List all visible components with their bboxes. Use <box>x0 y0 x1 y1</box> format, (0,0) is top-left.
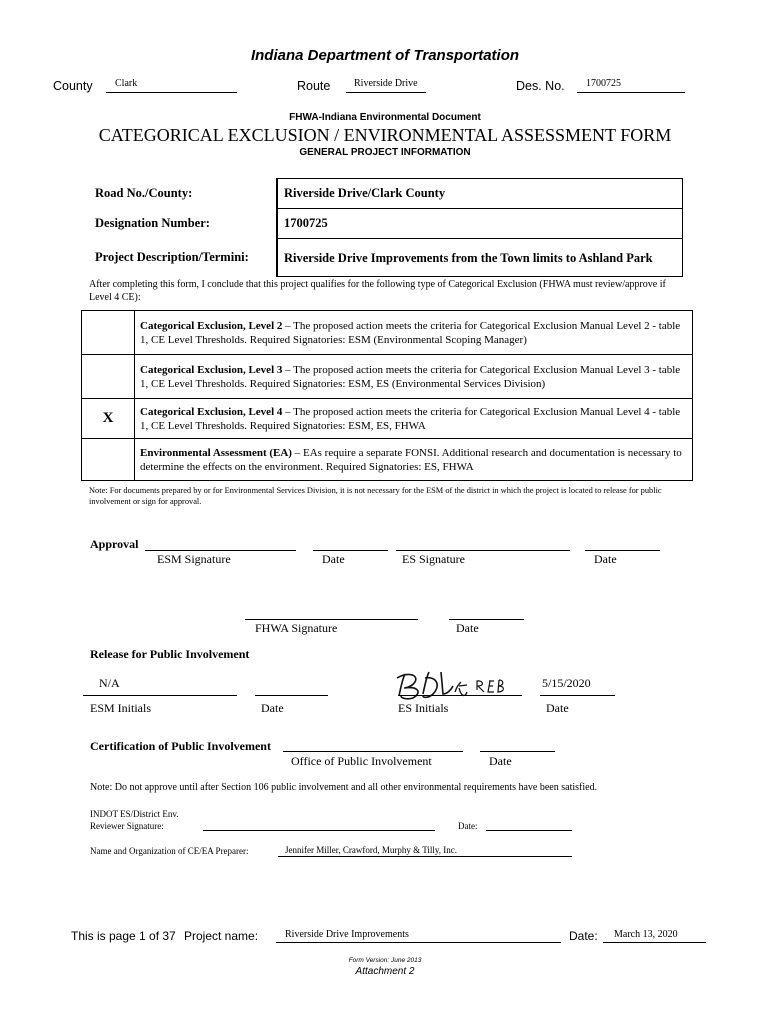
esm-signature-label: ESM Signature <box>157 552 231 566</box>
approval-label: Approval <box>90 537 139 551</box>
project-name-label: Project name: <box>184 929 259 943</box>
ce-level-3-checkbox[interactable] <box>82 355 135 399</box>
office-public-involvement-line[interactable] <box>283 751 463 752</box>
esm-initials-value: N/A <box>99 676 120 690</box>
reviewer-signature-line[interactable] <box>203 830 435 831</box>
road-county-value[interactable]: Riverside Drive/Clark County <box>277 179 683 209</box>
footer-date-label: Date: <box>569 929 598 943</box>
office-public-involvement-label: Office of Public Involvement <box>291 754 432 768</box>
agency-title: Indiana Department of Transportation <box>250 47 520 64</box>
intro-text: After completing this form, I conclude that this project qualifies for the following type of Categorical Exclusion (FHWA must review/approve if Level 4 CE): <box>89 279 666 303</box>
release-date-1-line[interactable] <box>255 695 328 696</box>
project-info-table <box>89 178 683 277</box>
document-type: FHWA-Indiana Environmental Document <box>289 112 481 123</box>
footer-date-line[interactable] <box>603 942 706 943</box>
footer-date-value: March 13, 2020 <box>614 929 678 940</box>
release-date-1-label: Date <box>261 701 284 715</box>
ea-option: Environmental Assessment (EA) – EAs require a separate FONSI. Additional research and documentation is necessary to determine the effects on the environment. Required Signatories: ES, FHWA <box>135 439 693 481</box>
preparer-label: Name and Organization of CE/EA Preparer: <box>90 846 249 856</box>
des-no-field[interactable] <box>577 92 685 93</box>
release-date-2-line[interactable] <box>540 695 615 696</box>
approval-date-2-label: Date <box>594 552 617 566</box>
county-value: Clark <box>115 78 138 89</box>
project-description-label: Project Description/Termini: <box>95 250 249 264</box>
approval-date-1-line[interactable] <box>313 550 388 551</box>
page-info: This is page 1 of 37 <box>71 929 176 943</box>
ea-checkbox[interactable] <box>82 439 135 481</box>
ce-level-4-checkbox[interactable]: X <box>82 399 135 439</box>
approval-date-1-label: Date <box>322 552 345 566</box>
ce-level-2-option: Categorical Exclusion, Level 2 – The proposed action meets the criteria for Categorical Exclusion Manual Level 2 - table 1, CE Level Thresholds. Required Signatories: ESM (Environmental Scoping Manager) <box>135 311 693 355</box>
route-value: Riverside Drive <box>354 78 418 89</box>
release-label: Release for Public Involvement <box>90 647 250 661</box>
certification-date-label: Date <box>489 754 512 768</box>
project-name-line[interactable] <box>276 942 561 943</box>
certification-label: Certification of Public Involvement <box>90 739 271 753</box>
form-title: CATEGORICAL EXCLUSION / ENVIRONMENTAL ASSESSMENT FORM <box>98 125 672 145</box>
es-initials-signature <box>393 668 523 704</box>
fhwa-signature-label: FHWA Signature <box>255 621 338 635</box>
es-signature-label: ES Signature <box>402 552 465 566</box>
es-signature-line[interactable] <box>396 550 570 551</box>
fhwa-date-label: Date <box>456 621 479 635</box>
designation-number-value[interactable]: 1700725 <box>277 209 683 239</box>
esm-signature-line[interactable] <box>145 550 296 551</box>
ce-options-table <box>81 310 693 481</box>
es-initials-line[interactable] <box>398 695 522 696</box>
des-no-value: 1700725 <box>586 78 621 89</box>
note-esd: Note: For documents prepared by or for Environmental Services Division, it is not necessary for the ESM of the district in which the project is located to release for public involvement or sign for approval. <box>89 486 662 506</box>
road-county-label: Road No./County: <box>95 186 193 200</box>
certification-date-line[interactable] <box>480 751 555 752</box>
reviewer-label-2: Reviewer Signature: <box>90 821 164 831</box>
reviewer-label-1: INDOT ES/District Env. <box>90 809 179 819</box>
des-no-label: Des. No. <box>516 79 565 93</box>
reviewer-date-label: Date: <box>458 821 478 831</box>
route-label: Route <box>297 79 331 93</box>
esm-initials-line[interactable] <box>83 695 237 696</box>
release-date-2-label: Date <box>546 701 569 715</box>
project-description-value[interactable]: Riverside Drive Improvements from the Town limits to Ashland Park <box>277 239 683 277</box>
project-name-value: Riverside Drive Improvements <box>285 929 409 940</box>
county-label: County <box>53 79 93 93</box>
esm-initials-label: ESM Initials <box>90 701 152 715</box>
ce-level-3-option: Categorical Exclusion, Level 3 – The proposed action meets the criteria for Categorical Exclusion Manual Level 3 - table 1, CE Level Thresholds. Required Signatories: ESM, ES (Environmental Services Division) <box>135 355 693 399</box>
reviewer-date-line[interactable] <box>486 830 572 831</box>
route-field[interactable] <box>346 92 426 93</box>
approval-date-2-line[interactable] <box>585 550 660 551</box>
ce-level-2-checkbox[interactable] <box>82 311 135 355</box>
ce-level-4-option: Categorical Exclusion, Level 4 – The proposed action meets the criteria for Categorical Exclusion Manual Level 4 - table 1, CE Level Thresholds. Required Signatories: ESM, ES, FHWA <box>135 399 693 439</box>
designation-number-label: Designation Number: <box>95 216 210 230</box>
section-title: GENERAL PROJECT INFORMATION <box>299 147 471 158</box>
fhwa-date-line[interactable] <box>449 619 524 620</box>
release-date-2-value: 5/15/2020 <box>542 676 591 690</box>
es-initials-label: ES Initials <box>398 701 449 715</box>
county-field[interactable] <box>106 92 237 93</box>
form-version: Form Version: June 2013 <box>348 957 422 964</box>
preparer-line[interactable] <box>278 856 572 857</box>
preparer-value: Jennifer Miller, Crawford, Murphy & Tilly, Inc. <box>285 845 458 855</box>
note-section-106: Note: Do not approve until after Section 106 public involvement and all other environmental requirements have been satisfied. <box>90 782 598 793</box>
attachment-label: Attachment 2 <box>355 966 415 977</box>
fhwa-signature-line[interactable] <box>245 619 418 620</box>
